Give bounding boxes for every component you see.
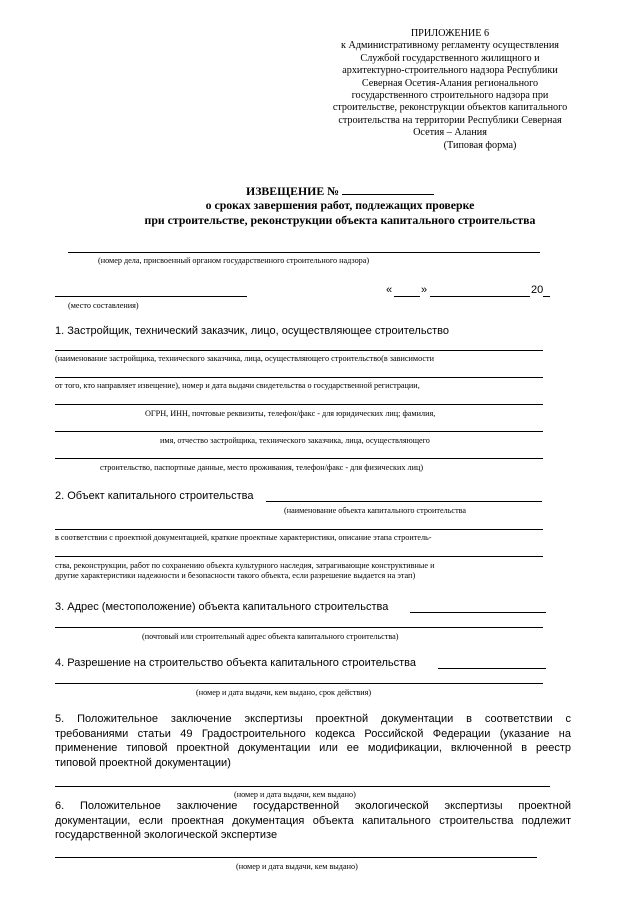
date-month-field[interactable]: [430, 296, 530, 297]
appendix-line: государственного строительного надзора при: [351, 90, 549, 102]
section-5-line: требованиями статьи 49 Градостроительного кодекса Российской Федерации (указание на: [55, 727, 571, 740]
section-5-line: типовой проектной документации): [55, 756, 231, 769]
section-1-caption: имя, отчество застройщика, технического заказчика, лица, осуществляющего: [160, 436, 430, 445]
place-caption: (место составления): [68, 301, 139, 310]
appendix-line: архитектурно-строительного надзора Республики: [342, 65, 558, 77]
place-field[interactable]: [55, 296, 247, 297]
section-4-caption: (номер и дата выдачи, кем выдано, срок действия): [196, 688, 372, 697]
section-6-caption: (номер и дата выдачи, кем выдано): [236, 862, 358, 871]
date-day-field[interactable]: [394, 296, 420, 297]
section-3-field[interactable]: [55, 627, 543, 628]
section-5-field[interactable]: [55, 786, 550, 787]
notice-number-field[interactable]: [342, 183, 434, 195]
appendix-line: Службой государственного жилищного и: [360, 52, 540, 64]
section-2-caption: другие характеристики надежности и безопасности такого объекта, если разрешение выдается на этап): [55, 571, 416, 580]
section-3-field-inline[interactable]: [410, 612, 546, 613]
section-2-caption: в соответствии с проектной документацией, краткие проектные характеристики, описание этапа строитель-: [55, 533, 432, 542]
section-1-field[interactable]: [55, 458, 543, 459]
date-open-quote: «: [386, 284, 393, 296]
section-1-field[interactable]: [55, 350, 543, 351]
section-6-line: документации, если проектная документация объекта капитального строительства подлежит: [55, 814, 571, 827]
section-5-text: [55, 712, 571, 770]
section-4-field[interactable]: [55, 683, 543, 684]
section-2-label: 2. Объект капитального строительства: [55, 490, 254, 502]
section-1-field[interactable]: [55, 404, 543, 405]
section-1-caption: (наименование застройщика, технического заказчика, лица, осуществляющего строительство(в зависимости: [55, 354, 434, 363]
case-number-caption: (номер дела, присвоенный органом государственного строительного надзора): [98, 256, 370, 265]
section-6-text: [55, 799, 571, 843]
section-3-caption: (почтовый или строительный адрес объекта капитального строительства): [142, 632, 399, 641]
section-6-line: 6. Положительное заключение государственной экологической экспертизы проектной: [55, 800, 571, 812]
title-subline: при строительстве, реконструкции объекта капитального строительства: [144, 213, 536, 227]
title-subline: о сроках завершения работ, подлежащих проверке: [205, 198, 475, 212]
section-5-caption: (номер и дата выдачи, кем выдано): [234, 790, 356, 799]
section-2-field[interactable]: [55, 556, 543, 557]
appendix-line: Северная Осетия-Алания регионального: [361, 77, 539, 89]
section-5-line: 5. Положительное заключение экспертизы проектной документации в соответствии с: [55, 713, 571, 725]
appendix-block: [300, 28, 600, 152]
section-2-caption: ства, реконструкции, работ по сохранению объекта культурного наследия, затрагивающие конструктивные и: [55, 561, 435, 570]
section-6-field[interactable]: [55, 857, 537, 858]
date-close-quote: »: [421, 284, 428, 296]
case-number-field[interactable]: [68, 252, 540, 253]
appendix-line: ПРИЛОЖЕНИЕ 6: [410, 28, 490, 39]
title-notice: ИЗВЕЩЕНИЕ №: [246, 184, 340, 198]
section-1-caption: от того, кто направляет извещение), номер и дата выдачи свидетельства о государственной регистрации,: [55, 381, 420, 390]
section-1-field[interactable]: [55, 431, 543, 432]
section-1-field[interactable]: [55, 377, 543, 378]
appendix-line: Осетия – Алания: [413, 127, 487, 139]
appendix-line: строительства на территории Республики Северная: [338, 114, 562, 126]
section-3-label: 3. Адрес (местоположение) объекта капитального строительства: [55, 601, 389, 613]
section-4-label: 4. Разрешение на строительство объекта капитального строительства: [55, 657, 416, 669]
section-2-caption: (наименование объекта капитального строительства: [284, 506, 467, 515]
section-2-field[interactable]: [55, 529, 543, 530]
section-6-line: государственной экологической экспертизе: [55, 829, 278, 842]
appendix-line: к Административному регламенту осуществления: [341, 40, 559, 52]
section-1-caption: ОГРН, ИНН, почтовые реквизиты, телефон/факс - для юридических лиц; фамилия,: [145, 409, 436, 418]
date-year-prefix: 20: [531, 284, 544, 296]
document-title: [60, 183, 620, 199]
section-4-field-inline[interactable]: [438, 668, 546, 669]
date-year-field[interactable]: [543, 296, 550, 297]
section-5-line: применение типовой проектной документации или ее модификации, включенной в реестр: [55, 742, 571, 755]
section-1-label: 1. Застройщик, технический заказчик, лицо, осуществляющее строительство: [55, 325, 449, 337]
section-1-caption: строительство, паспортные данные, место проживания, телефон/факс - для физических лиц): [100, 463, 424, 472]
section-2-field[interactable]: [266, 501, 542, 502]
appendix-line: строительстве, реконструкции объектов капитального: [332, 102, 568, 114]
appendix-form-type: (Типовая форма): [443, 139, 517, 151]
